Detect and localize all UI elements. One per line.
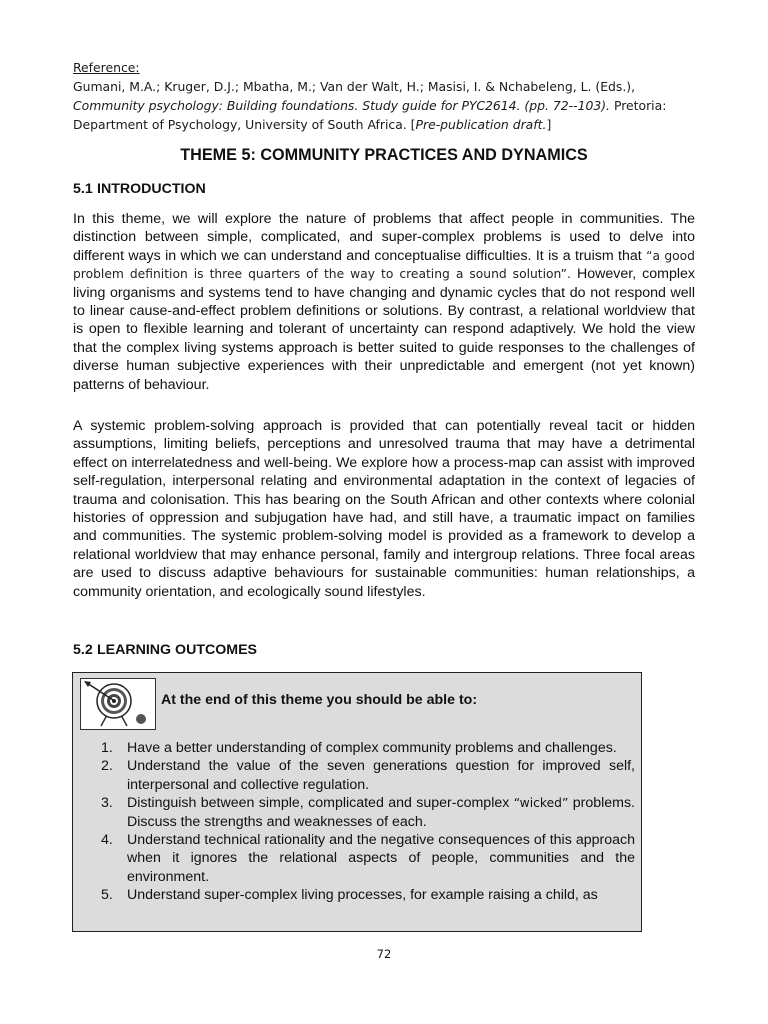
- target-arrow-icon: [80, 678, 156, 730]
- section-heading-introduction: [73, 180, 206, 198]
- item-text: Have a better understanding of complex community problems and challenges.: [127, 740, 617, 756]
- intro-p1-text-b: However, complex living organisms and systems tend to have changing and dynamic cycles that do not respond well to linear cause-and-effect problem definitions or solutions. By contrast, a relational worldview that is open to flexible learning and tolerant of uncertainty can respond adaptively. We hold the view that the complex living systems approach is better suited to guide responses to the challenges of diverse human subjective experiences with their unpredictable and emergent (not yet known) patterns of behaviour.: [73, 266, 695, 393]
- item-text: Understand technical rationality and the negative consequences of this approach when it ignores the relational aspects of people, communities and the environment.: [127, 832, 635, 885]
- section-title: LEARNING OUTCOMES: [97, 642, 258, 658]
- section-number: 5.1: [73, 181, 93, 197]
- target-arrow-graphic: [81, 679, 155, 729]
- item-number: 1.: [101, 740, 113, 756]
- item-text: problems. Discuss the strengths and weaknesses of each.: [127, 795, 635, 830]
- list-item: [101, 794, 635, 831]
- theme-title: THEME 5: COMMUNITY PRACTICES AND DYNAMICS: [180, 146, 588, 164]
- reference-authors: Gumani, M.A.; Kruger, D.J.; Mbatha, M.; Van der Walt, H.; Masisi, I. & Nchabeleng, L. (Eds.),: [73, 79, 636, 94]
- reference-label: Reference:: [73, 60, 140, 75]
- section-number: 5.2: [73, 642, 93, 658]
- item-text: Distinguish between simple, complicated and super-complex: [127, 795, 514, 812]
- item-text: Understand super-complex living processes, for example raising a child, as: [127, 887, 598, 904]
- section-title: INTRODUCTION: [97, 181, 206, 197]
- page-number: 72: [376, 947, 392, 961]
- reference-city: Pretoria:: [610, 98, 667, 113]
- reference-publisher: Department of Psychology, University of South Africa. [: [73, 117, 416, 132]
- reference-block: [73, 58, 703, 134]
- list-item: [101, 757, 635, 794]
- intro-p1-quote: “a good problem definition is three quarters of the way to creating a sound solution”.: [73, 248, 695, 282]
- section-heading-learning-outcomes: [73, 641, 257, 659]
- reference-title: Community psychology: Building foundations. Study guide for PYC2614. (pp. 72--103).: [73, 98, 610, 113]
- list-item: [101, 886, 635, 904]
- intro-paragraph-2: A systemic problem-solving approach is provided that can potentially reveal tacit or hidden assumptions, limiting beliefs, perceptions and unresolved trauma that may have a detrimental effect on interrelatedness and well-being. We explore how a process-map can assist with improved self-regulation, interpersonal relating and environmental adaptation in the context of legacies of trauma and colonisation. This has bearing on the South African and other contexts where colonial histories of oppression and subjugation have had, and still have, a traumatic impact on families and communities. The systemic problem-solving model is provided as a framework to develop a relational worldview that may enhance personal, family and intergroup relations. Three focal areas are used to discuss adaptive behaviours for sustainable communities: human relationships, a community orientation, and ecologically sound lifestyles.: [73, 418, 695, 600]
- item-number: 2.: [101, 758, 113, 775]
- learning-outcomes-box: [72, 672, 642, 932]
- item-text: Understand the value of the seven generations question for improved self, interpersonal and collective regulation.: [127, 758, 635, 793]
- reference-draft-note: Pre-publication draft.: [415, 117, 547, 132]
- reference-bracket: ]: [546, 117, 552, 132]
- outcomes-list: [101, 739, 635, 905]
- intro-p1-text-a: In this theme, we will explore the nature of problems that affect people in communities. The distinction between simple, complicated, and super-complex problems is used to delve into different ways in which we can understand and conceptualise difficulties. It is a truism that: [73, 211, 695, 264]
- outcomes-box-heading: At the end of this theme you should be able to:: [161, 692, 478, 708]
- item-number: 4.: [101, 832, 113, 849]
- item-number: 5.: [101, 887, 113, 904]
- intro-paragraph-1: [73, 210, 695, 394]
- item-quote: “wicked”: [513, 796, 569, 811]
- list-item: [101, 739, 635, 757]
- list-item: [101, 831, 635, 886]
- item-number: 3.: [101, 795, 113, 812]
